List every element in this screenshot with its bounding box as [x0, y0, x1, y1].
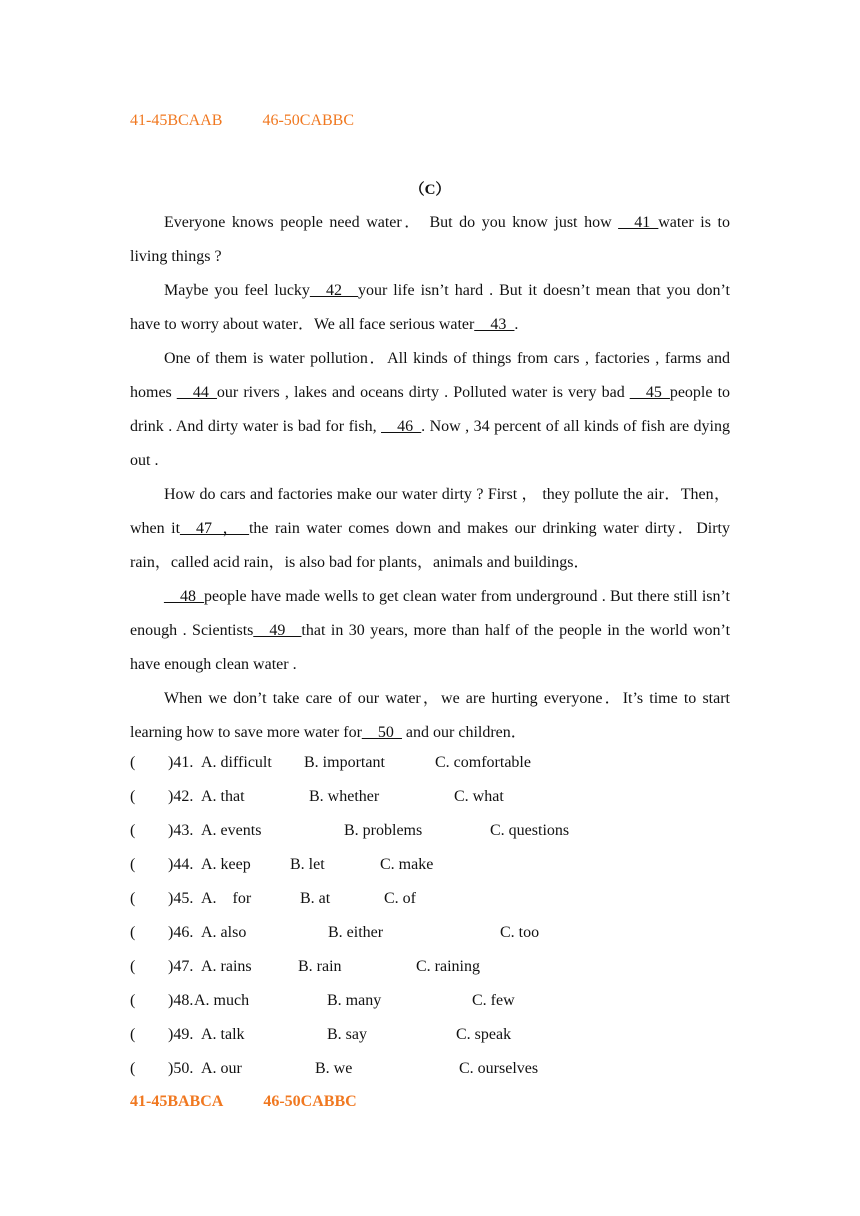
paragraph-text: that in 30 years, more than half of the people in the world won’t have enough clean water . [130, 622, 731, 673]
answer-key-top-part2: 46-50CABBC [262, 112, 355, 129]
option-a: A. our [201, 1060, 242, 1077]
option-c: C. of [384, 890, 416, 907]
paragraph-text: your life isn’t hard . But it doesn’t mean that you don’t have to worry about water．We all face serious water [130, 282, 731, 333]
option-a: A. for [201, 890, 252, 907]
question-46 [130, 916, 730, 950]
answer-paren: ( [130, 822, 136, 839]
blank-50: __50_ [361, 724, 402, 741]
option-c: C. raining [416, 958, 480, 975]
option-a: A. talk [201, 1026, 245, 1043]
answer-paren: ( [130, 958, 136, 975]
option-c: C. speak [456, 1026, 512, 1043]
blank-45: __45_ [629, 384, 670, 401]
option-b: B. we [315, 1060, 353, 1077]
question-48 [130, 984, 730, 1018]
answer-key-bottom [130, 1093, 357, 1111]
paragraph-text: Maybe you feel lucky [164, 282, 310, 299]
question-list [130, 746, 730, 1086]
answer-paren: ( [130, 788, 136, 805]
question-45 [130, 882, 730, 916]
question-number: )43. [168, 822, 194, 839]
cloze-passage [130, 206, 730, 750]
paragraph-text: . Now , 34 percent of all kinds of fish are dying out . [130, 418, 731, 469]
paragraph-1 [130, 206, 730, 274]
option-c: C. few [472, 992, 515, 1009]
blank-49: __49__ [253, 622, 302, 639]
option-b: B. many [327, 992, 382, 1009]
option-a: A. keep [201, 856, 251, 873]
answer-paren: ( [130, 1060, 136, 1077]
option-a: A. rains [201, 958, 252, 975]
answer-paren: ( [130, 856, 136, 873]
answer-key-top-part1: 41-45BCAAB [130, 112, 223, 129]
paragraph-text: Everyone knows people need water． But do you know just how [164, 214, 619, 231]
option-b: B. say [327, 1026, 367, 1043]
paragraph-text: One of them is water pollution．All kinds of things from cars , factories , farms and homes [130, 350, 730, 401]
question-number: )46. [168, 924, 194, 941]
question-44 [130, 848, 730, 882]
question-number: )42. [168, 788, 194, 805]
question-number: )48. [168, 992, 194, 1009]
question-43 [130, 814, 730, 848]
blank-46: __46_ [381, 418, 422, 435]
option-a: A. difficult [201, 754, 272, 771]
paragraph-text: . [514, 316, 519, 333]
answer-paren: ( [130, 1026, 136, 1043]
answer-key-top [130, 112, 354, 130]
question-number: )50. [168, 1060, 194, 1077]
paragraph-text: When we don’t take care of our water，we are hurting everyone．It’s time to start learning how to save more water for [130, 690, 730, 741]
paragraph-2 [130, 274, 730, 342]
question-number: )41. [168, 754, 194, 771]
option-b: B. rain [298, 958, 342, 975]
paragraph-6 [130, 682, 730, 750]
question-number: )44. [168, 856, 194, 873]
option-c: C. questions [490, 822, 570, 839]
option-c: C. comfortable [435, 754, 531, 771]
option-b: B. whether [309, 788, 380, 805]
option-b: B. problems [344, 822, 423, 839]
paragraph-text: our rivers , lakes and oceans dirty . Polluted water is very bad [216, 384, 630, 401]
option-b: B. let [290, 856, 325, 873]
answer-paren: ( [130, 992, 136, 1009]
paragraph-text: water is to living things ? [130, 214, 730, 265]
paragraph-text: people to drink . And dirty water is bad for fish, [130, 384, 731, 435]
question-47 [130, 950, 730, 984]
option-b: B. important [304, 754, 385, 771]
answer-paren: ( [130, 890, 136, 907]
question-number: )49. [168, 1026, 194, 1043]
option-a: A. much [194, 992, 250, 1009]
question-42 [130, 780, 730, 814]
option-b: B. at [300, 890, 331, 907]
answer-key-bottom-part1: 41-45BABCA [130, 1093, 224, 1110]
blank-43: __43_ [474, 316, 515, 333]
blank-41: __41_ [618, 214, 659, 231]
question-number: )45. [168, 890, 194, 907]
paragraph-text: and our children． [401, 724, 527, 741]
answer-paren: ( [130, 754, 136, 771]
question-49 [130, 1018, 730, 1052]
question-50 [130, 1052, 730, 1086]
paragraph-text: How do cars and factories make our water dirty ? First ， they pollute the air．Then，when it [130, 486, 730, 537]
option-c: C. make [380, 856, 434, 873]
paragraph-5 [130, 580, 730, 682]
blank-47: __47_，_ [180, 520, 249, 537]
blank-44: __44_ [176, 384, 217, 401]
blank-42: __42__ [309, 282, 358, 299]
blank-48: __48_ [164, 588, 204, 605]
paragraph-text: people have made wells to get clean water from underground . But there still isn’t enough . Scientists [130, 588, 730, 639]
paragraph-4 [130, 478, 730, 580]
paragraph-text: the rain water comes down and makes our drinking water dirty．Dirty rain，called acid rain，is also bad for plants，animals and buildings． [130, 520, 730, 571]
answer-paren: ( [130, 924, 136, 941]
option-c: C. ourselves [459, 1060, 539, 1077]
paragraph-3 [130, 342, 730, 478]
answer-key-bottom-part2: 46-50CABBC [263, 1093, 357, 1110]
option-c: C. too [500, 924, 540, 941]
section-title: （C） [409, 182, 451, 198]
option-b: B. either [328, 924, 384, 941]
question-number: )47. [168, 958, 194, 975]
option-a: A. events [201, 822, 262, 839]
option-c: C. what [454, 788, 504, 805]
option-a: A. that [201, 788, 245, 805]
option-a: A. also [201, 924, 247, 941]
question-41 [130, 746, 730, 780]
